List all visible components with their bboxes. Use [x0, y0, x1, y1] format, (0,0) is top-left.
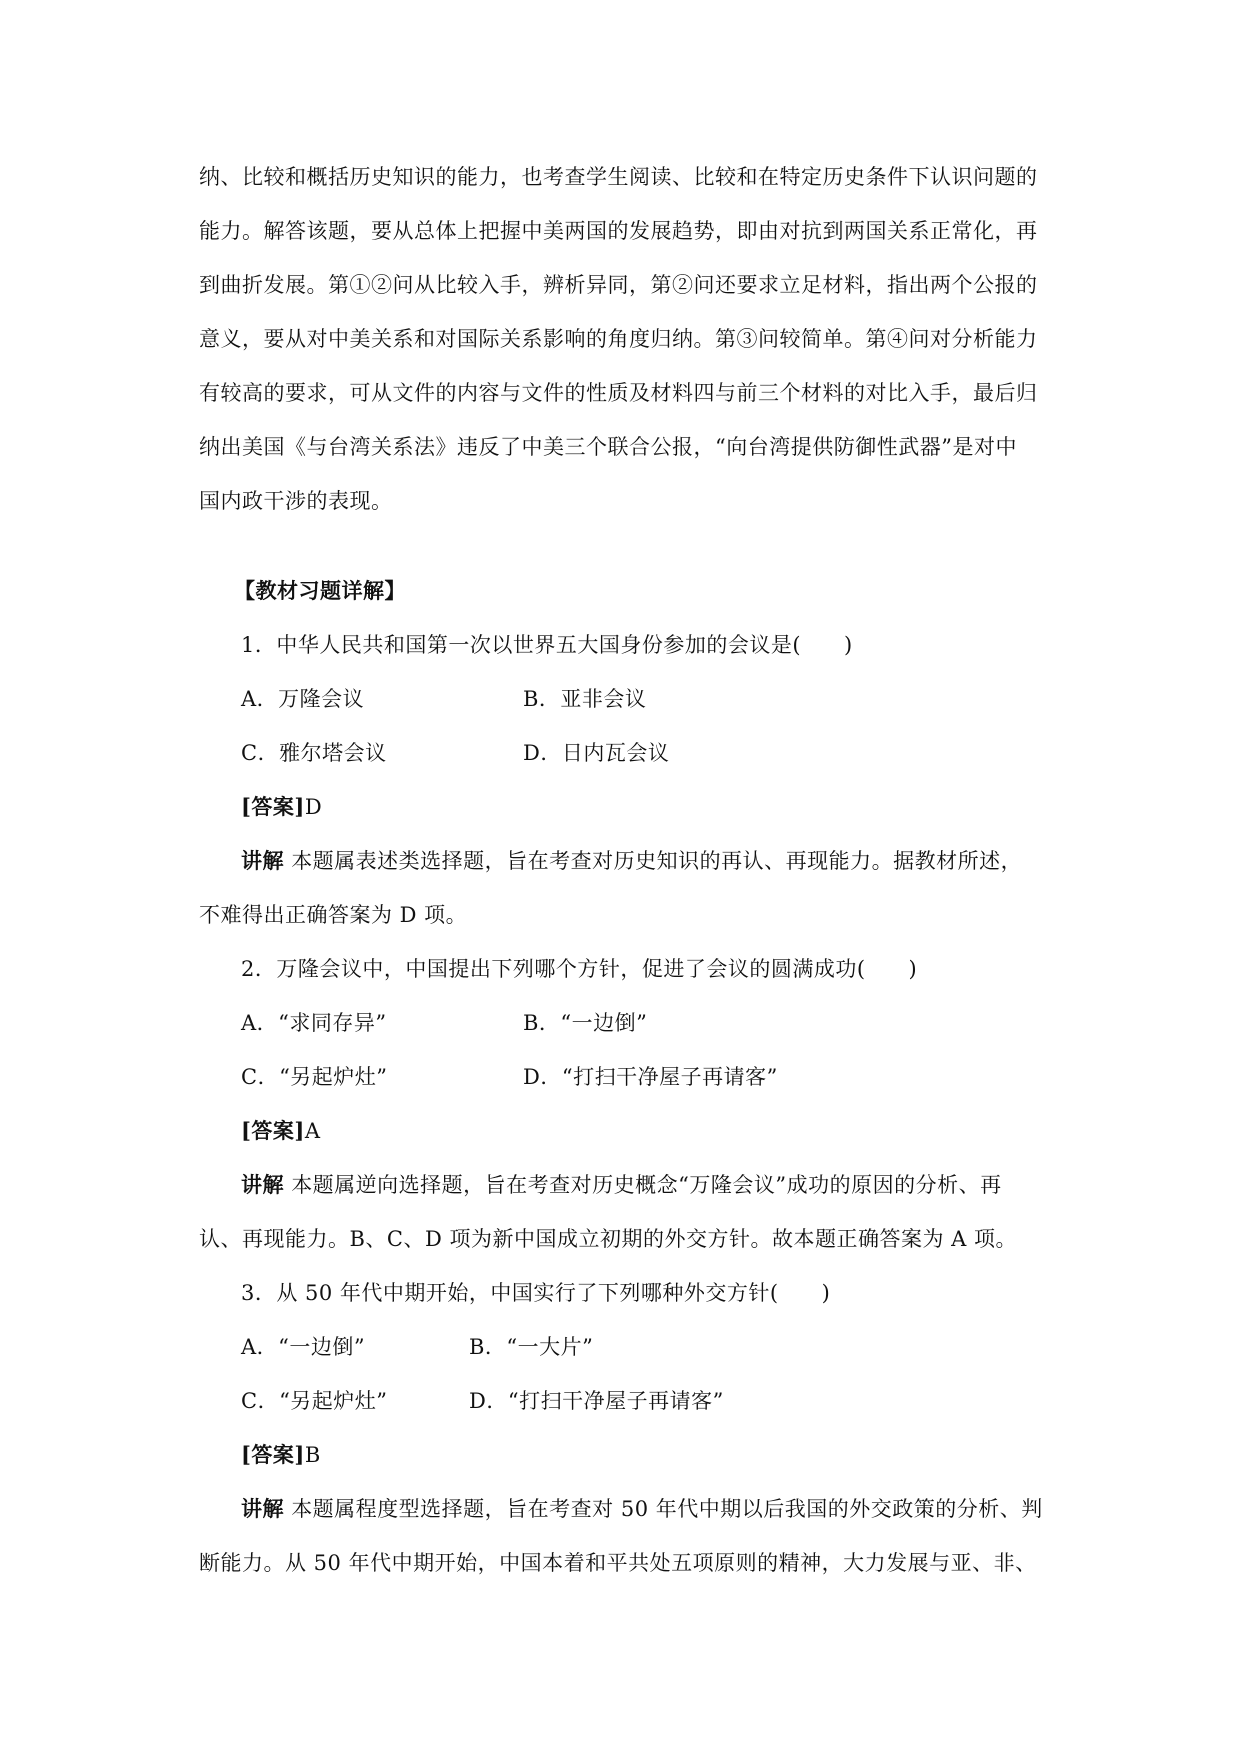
question-stem: 2．万隆会议中，中国提出下列哪个方针，促进了会议的圆满成功( )	[241, 957, 918, 981]
intro-line: 到曲折发展。第①②问从比较入手，辨析异同，第②问还要求立足材料，指出两个公报的	[199, 273, 1038, 297]
answer-value: B	[304, 1443, 321, 1467]
option-c: C．“另起炉灶”	[241, 1389, 388, 1413]
option-a: A．“求同存异”	[241, 1011, 387, 1035]
option-b: B．“一大片”	[469, 1335, 594, 1359]
answer-label: [答案]	[241, 794, 305, 819]
option-d: D．“打扫干净屋子再请客”	[523, 1065, 778, 1089]
intro-line: 纳出美国《与台湾关系法》违反了中美三个联合公报，“向台湾提供防御性武器”是对中	[199, 435, 1017, 459]
answer	[241, 1116, 321, 1146]
option-a: A．“一边倒”	[241, 1335, 366, 1359]
option-b: B．亚非会议	[523, 687, 647, 711]
section-heading: 【教材习题详解】	[234, 578, 406, 603]
explanation-text: 本题属程度型选择题，旨在考查对 50 年代中期以后我国的外交政策的分析、判	[291, 1497, 1043, 1521]
question-stem: 1．中华人民共和国第一次以世界五大国身份参加的会议是( )	[241, 633, 853, 657]
explanation-line: 断能力。从 50 年代中期开始，中国本着和平共处五项原则的精神，大力发展与亚、非、	[199, 1551, 1037, 1575]
intro-line: 意义，要从对中美关系和对国际关系影响的角度归纳。第③问较简单。第④问对分析能力	[199, 327, 1038, 351]
explanation-text: 本题属逆向选择题，旨在考查对历史概念“万隆会议”成功的原因的分析、再	[291, 1173, 1002, 1197]
explanation-line: 认、再现能力。B、C、D 项为新中国成立初期的外交方针。故本题正确答案为 A 项。	[199, 1227, 1018, 1251]
intro-line: 国内政干涉的表现。	[199, 489, 393, 513]
explanation-line	[241, 1494, 1043, 1524]
answer-label: [答案]	[241, 1118, 305, 1143]
question-stem: 3．从 50 年代中期开始，中国实行了下列哪种外交方针( )	[241, 1281, 831, 1305]
option-b: B．“一边倒”	[523, 1011, 648, 1035]
option-d: D．日内瓦会议	[523, 741, 670, 765]
intro-line: 纳、比较和概括历史知识的能力，也考查学生阅读、比较和在特定历史条件下认识问题的	[199, 165, 1038, 189]
intro-line: 有较高的要求，可从文件的内容与文件的性质及材料四与前三个材料的对比入手，最后归	[199, 381, 1038, 405]
intro-line: 能力。解答该题，要从总体上把握中美两国的发展趋势，即由对抗到两国关系正常化，再	[199, 219, 1038, 243]
explanation-line: 不难得出正确答案为 D 项。	[199, 903, 468, 927]
explanation-text: 本题属表述类选择题，旨在考查对历史知识的再认、再现能力。据教材所述，	[291, 849, 1023, 873]
explanation-label: 讲解	[241, 1172, 284, 1197]
option-c: C．“另起炉灶”	[241, 1065, 388, 1089]
option-c: C．雅尔塔会议	[241, 741, 387, 765]
answer	[241, 792, 322, 822]
explanation-line	[241, 846, 1022, 876]
option-a: A．万隆会议	[241, 687, 365, 711]
explanation-label: 讲解	[241, 848, 284, 873]
answer-label: [答案]	[241, 1442, 305, 1467]
explanation-label: 讲解	[241, 1496, 284, 1521]
answer	[241, 1440, 321, 1470]
explanation-line	[241, 1170, 1002, 1200]
answer-value: A	[304, 1119, 321, 1143]
answer-value: D	[304, 795, 323, 819]
option-d: D．“打扫干净屋子再请客”	[469, 1389, 724, 1413]
